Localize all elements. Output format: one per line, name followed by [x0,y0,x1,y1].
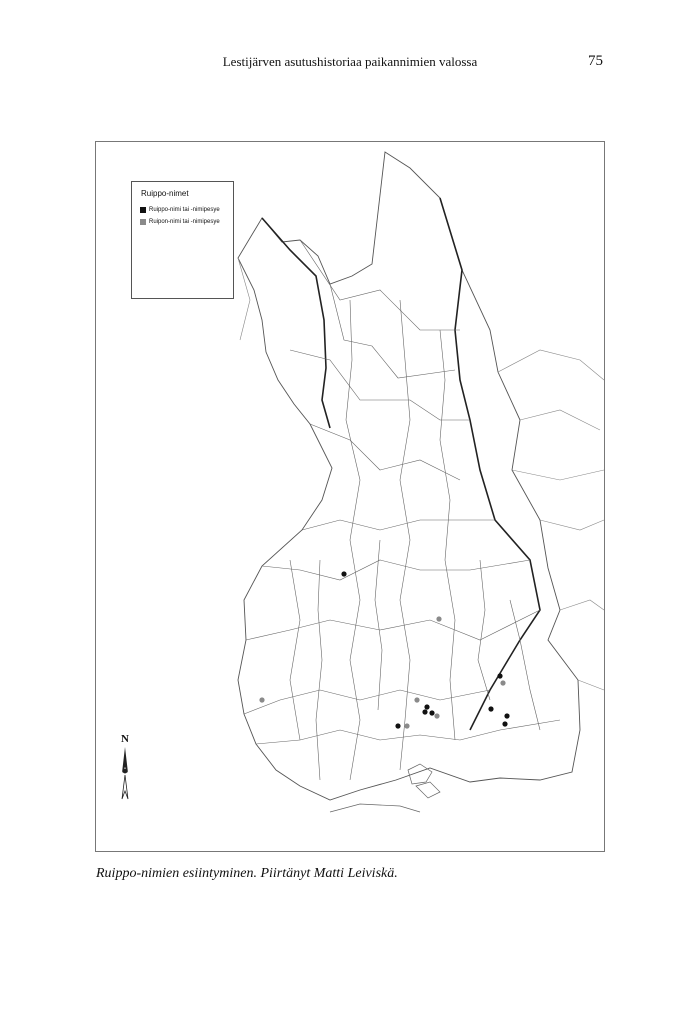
running-title: Lestijärven asutushistoriaa paikannimien valossa [222,54,478,69]
ruipon-nimi-markers [259,616,505,728]
marker [504,713,509,718]
marker [436,616,441,621]
marker [341,571,346,576]
legend-item-ruipon [140,219,220,225]
eastern-border [440,198,540,730]
north-label: N [121,733,129,745]
legend-label: Ruippo-nimi tai -nimipesye [149,207,220,213]
north-arrow [116,733,134,803]
black-square-icon [140,207,146,213]
marker [424,704,429,709]
ruippo-nimi-markers [341,571,509,728]
legend-title: Ruippo-nimet [141,189,189,198]
marker [395,723,400,728]
figure-caption: Ruippo-nimien esiintyminen. Piirtänyt Matti Leiviskä. [96,866,398,881]
legend-item-ruippo [140,207,220,213]
grey-square-icon [140,219,146,225]
neighbouring-regions [238,258,604,690]
legend-label: Ruipon-nimi tai -nimipesye [149,219,220,225]
marker [429,710,434,715]
marker [502,721,507,726]
map-legend [131,181,234,299]
marker [404,723,409,728]
marker [259,697,264,702]
compass-arrow-icon [116,733,134,803]
municipality-borders [244,240,560,780]
marker [500,680,505,685]
marker [434,713,439,718]
marker [488,706,493,711]
marker [497,673,502,678]
northwestern-border [262,218,330,428]
marker [422,709,427,714]
page-number: 75 [588,53,603,69]
marker [414,697,419,702]
southern-islands [330,764,440,812]
